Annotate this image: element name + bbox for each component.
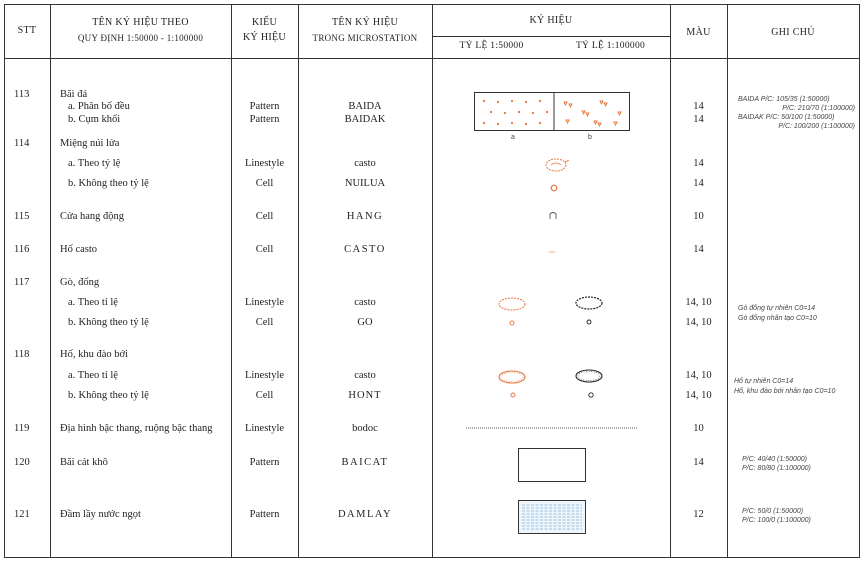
row-114-type-a: Linestyle — [244, 158, 285, 169]
row-121-stt: 121 — [14, 509, 30, 520]
row-117-type-b: Cell — [255, 317, 274, 328]
row-116-title: Hố casto — [60, 244, 98, 255]
symbol-subheader-line — [432, 36, 670, 37]
row-115-ms: HANG — [346, 211, 384, 222]
row-117-type-a: Linestyle — [244, 297, 285, 308]
row-119-type: Linestyle — [244, 423, 285, 434]
row-113-title: Bãi đá — [60, 89, 88, 100]
row-120-note-1: P/C: 40/40 (1:50000) — [742, 456, 807, 463]
col-border — [50, 4, 51, 558]
row-120-note-2: P/C: 80/80 (1:100000) — [742, 465, 811, 472]
row-121-color: 12 — [693, 509, 704, 520]
row-113-b: b. Cụm khối — [68, 114, 121, 125]
row-121-type: Pattern — [249, 509, 280, 520]
header-type-1: KIỂU — [251, 17, 278, 28]
mound-artificial-cell-symbol — [585, 318, 593, 326]
row-115-type: Cell — [255, 211, 274, 222]
header-scale-50000: TỶ LỆ 1:50000 — [459, 41, 524, 51]
karst-hole-symbol — [548, 250, 556, 254]
row-117-color-a: 14, 10 — [685, 297, 712, 308]
row-114-title: Miệng núi lửa — [60, 138, 120, 149]
crater-linestyle-symbol — [543, 157, 573, 173]
col-border — [670, 4, 671, 558]
row-118-type-a: Linestyle — [244, 370, 285, 381]
row-116-type: Cell — [255, 244, 274, 255]
header-ms-2: TRONG MICROSTATION — [312, 33, 418, 43]
row-117-ms-a: casto — [354, 297, 376, 308]
row-121-note-2: P/C: 100/0 (1:100000) — [742, 517, 811, 524]
sand-pattern-symbol — [518, 448, 586, 482]
crater-cell-symbol — [549, 183, 559, 193]
row-120-ms: BAICAT — [341, 457, 389, 468]
row-117-b: b. Không theo tỷ lệ — [68, 317, 149, 328]
header-stt: STT — [17, 25, 37, 36]
col-border — [4, 4, 5, 558]
row-113-note-3: BAIDAK P/C: 50/100 (1:50000) — [738, 114, 835, 121]
baida-pattern-symbol — [474, 92, 630, 132]
row-114-color-a: 14 — [693, 158, 704, 169]
row-121-ms: DAMLAY — [337, 509, 393, 520]
row-117-a: a. Theo tỉ lệ — [68, 297, 118, 308]
row-114-stt: 114 — [14, 138, 30, 149]
col-border — [231, 4, 232, 558]
row-117-stt: 117 — [14, 277, 30, 288]
header-symbol: KÝ HIỆU — [529, 15, 573, 26]
row-116-color: 14 — [693, 244, 704, 255]
row-113-color-a: 14 — [693, 101, 704, 112]
row-121-note-1: P/C: 50/0 (1:50000) — [742, 508, 804, 515]
row-114-type-b: Cell — [255, 178, 274, 189]
mound-natural-cell-symbol — [508, 319, 516, 327]
header-type-2: KÝ HIỆU — [243, 32, 286, 43]
row-119-ms: bodoc — [352, 423, 378, 434]
row-115-stt: 115 — [14, 211, 30, 222]
row-120-title: Bãi cát khô — [60, 457, 108, 468]
mound-artificial-linestyle-symbol — [573, 295, 605, 311]
row-113-ms-b: BAIDAK — [344, 114, 386, 125]
pit-natural-linestyle-symbol — [496, 369, 528, 385]
pit-artificial-linestyle-symbol — [573, 368, 605, 384]
row-114-b: b. Không theo tỷ lệ — [68, 178, 149, 189]
terrace-linestyle-symbol — [466, 425, 638, 431]
row-113-color-b: 14 — [693, 114, 704, 125]
pit-artificial-cell-symbol — [587, 391, 595, 399]
row-113-stt: 113 — [14, 89, 30, 100]
baida-label-b: b — [588, 134, 592, 141]
row-117-note-1: Gò đống tự nhiên C0=14 — [738, 305, 816, 312]
row-118-note-1: Hố tự nhiên C0=14 — [734, 378, 794, 385]
row-116-ms: CASTO — [344, 244, 386, 255]
row-118-title: Hố, khu đào bới — [60, 349, 128, 360]
row-113-a: a. Phân bố đều — [68, 101, 130, 112]
marsh-pattern-symbol — [518, 500, 586, 534]
row-119-title: Địa hình bậc thang, ruộng bậc thang — [60, 423, 213, 434]
row-114-ms-b: NUILUA — [344, 178, 386, 189]
col-border — [432, 4, 433, 558]
row-114-color-b: 14 — [693, 178, 704, 189]
row-118-color-b: 14, 10 — [685, 390, 712, 401]
row-120-stt: 120 — [14, 457, 30, 468]
row-116-stt: 116 — [14, 244, 30, 255]
col-border — [727, 4, 728, 558]
row-121-title: Đầm lầy nước ngọt — [60, 509, 141, 520]
row-118-a: a. Theo tỉ lệ — [68, 370, 118, 381]
col-border — [298, 4, 299, 558]
row-113-type-b: Pattern — [249, 114, 280, 125]
row-115-title: Cửa hang động — [60, 211, 125, 222]
mound-natural-linestyle-symbol — [496, 296, 528, 312]
row-117-title: Gò, đống — [60, 277, 100, 288]
header-scale-100000: TỶ LỆ 1:100000 — [575, 41, 646, 51]
row-118-color-a: 14, 10 — [685, 370, 712, 381]
cave-entrance-symbol — [549, 212, 557, 220]
row-118-b: b. Không theo tỷ lệ — [68, 390, 149, 401]
row-118-type-b: Cell — [255, 390, 274, 401]
row-120-type: Pattern — [249, 457, 280, 468]
row-119-color: 10 — [693, 423, 704, 434]
pit-natural-cell-symbol — [509, 391, 517, 399]
row-115-color: 10 — [693, 211, 704, 222]
row-118-stt: 118 — [14, 349, 30, 360]
row-118-ms-b: HONT — [348, 390, 382, 401]
row-113-note-4: P/C: 100/200 (1:100000) — [778, 123, 855, 130]
row-113-note-1: BAIDA P/C: 105/35 (1:50000) — [738, 96, 830, 103]
row-113-note-2: P/C: 210/70 (1:100000) — [782, 105, 855, 112]
header-name-1: TÊN KÝ HIỆU THEO — [92, 17, 189, 28]
row-118-note-2: Hố, khu đào bới nhân tạo C0=10 — [734, 388, 836, 395]
row-117-note-2: Gò đống nhân tạo C0=10 — [738, 315, 817, 322]
row-113-type-a: Pattern — [249, 101, 280, 112]
row-113-ms-a: BAIDA — [348, 101, 382, 112]
header-ms-1: TÊN KÝ HIỆU — [331, 17, 399, 28]
col-border — [859, 4, 860, 558]
header-name-2: QUY ĐỊNH 1:50000 - 1:100000 — [77, 33, 204, 43]
row-117-color-b: 14, 10 — [685, 317, 712, 328]
header-color: MÀU — [686, 27, 711, 38]
baida-label-a: a — [511, 134, 515, 141]
row-120-color: 14 — [693, 457, 704, 468]
header-note: GHI CHÚ — [771, 27, 815, 38]
row-119-stt: 119 — [14, 423, 30, 434]
row-114-a: a. Theo tỷ lệ — [68, 158, 121, 169]
row-117-ms-b: GO — [357, 317, 373, 328]
row-118-ms-a: casto — [354, 370, 376, 381]
row-114-ms-a: casto — [354, 158, 376, 169]
